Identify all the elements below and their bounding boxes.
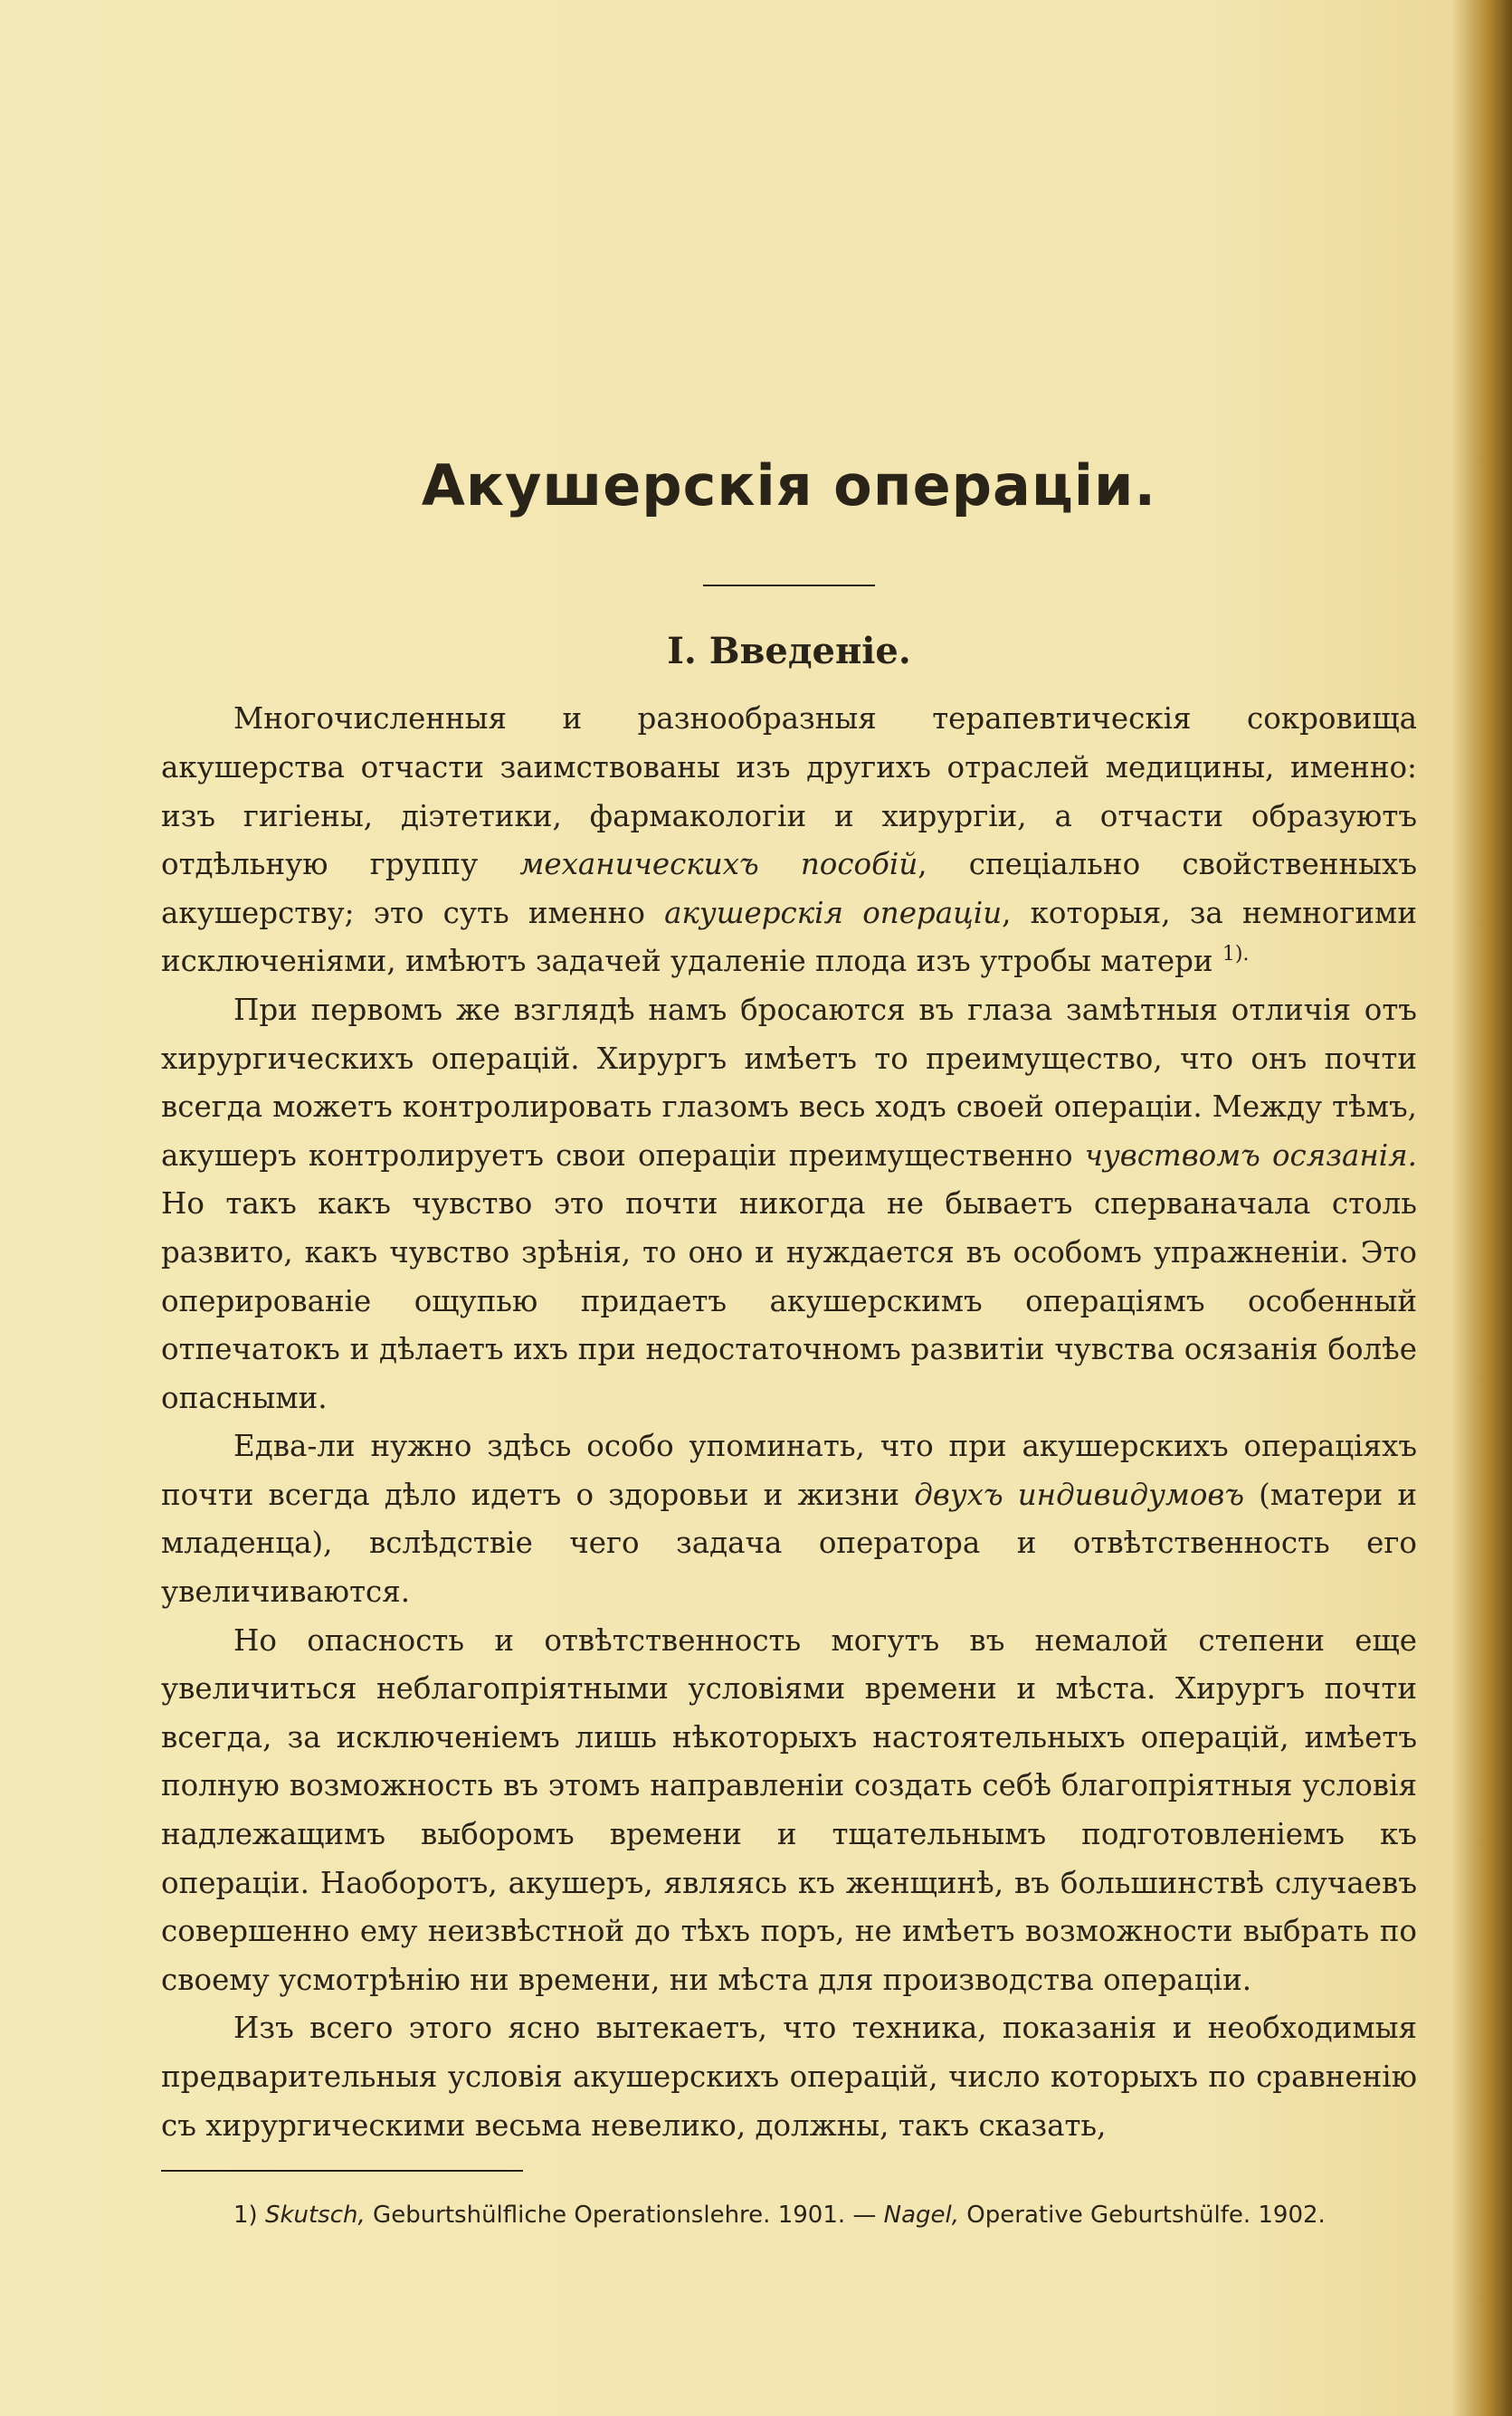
body-text [161, 695, 1417, 2150]
section-number: I. [667, 630, 697, 673]
footnote-text: Geburtshülfliche Operationslehre. 1901. — [365, 2202, 884, 2230]
footnote-author: Nagel, [883, 2202, 960, 2230]
footnote-reference: 1). [1222, 943, 1250, 966]
italic-term: механическихъ пособій [519, 847, 918, 882]
text-run: Но опасность и отвѣтственность могутъ въ немалой степени еще увеличиться неблагопріятными условіями времени и мѣста. Хирургъ почти всегда, за исключеніемъ лишь нѣкоторыхъ настоятельныхъ операцій, имѣетъ полную возможность въ этомъ направленіи создать себѣ благопріятныя условія надлежащимъ выборомъ времени и тщательнымъ подготовленіемъ къ операціи. Наоборотъ, акушеръ, являясь къ женщинѣ, въ большинствѣ случаевъ совершенно ему неизвѣстной до тѣхъ поръ, не имѣетъ возможности выбрать по своему усмотрѣнію ни времени, ни мѣста для производства операціи. [161, 1622, 1417, 1997]
text-run: , спеціально свойственныхъ акушерству; это суть именно [161, 847, 1417, 930]
italic-term: акушерскія операціи [664, 895, 1003, 930]
text-run: При первомъ же взглядѣ намъ бросаются въ глаза замѣтныя отличія отъ хирургическихъ операцій. Хирургъ имѣетъ то преимущество, что онъ почти всегда можетъ контролировать глазомъ весь ходъ своей операціи. Между тѣмъ, акушеръ контролируетъ свои операціи преимущественно [161, 992, 1417, 1173]
page-content [161, 452, 1417, 2233]
title-divider [703, 585, 875, 586]
section-heading [161, 630, 1417, 673]
paragraph-4 [161, 1617, 1417, 2005]
section-title: Введеніе. [708, 630, 911, 673]
text-run: Изъ всего этого ясно вытекаетъ, что техника, показанія и необходимыя предварительныя условія акушерскихъ операцій, число которыхъ по сравненію съ хирургическими весьма невелико, должны, такъ сказать, [161, 2011, 1417, 2143]
paragraph-5 [161, 2004, 1417, 2150]
footnote [161, 2197, 1417, 2233]
paragraph-1 [161, 695, 1417, 986]
text-run: , которыя, за немногими исключеніями, имѣютъ задачей удаленіе плода изъ утробы матери [161, 895, 1417, 979]
footnote-marker: 1) [233, 2202, 258, 2230]
footnote-divider [161, 2170, 523, 2172]
paragraph-2 [161, 986, 1417, 1422]
text-run: Едва-ли нужно здѣсь особо упоминать, что при акушерскихъ операціяхъ почти всегда дѣло идетъ о здоровьи и жизни [161, 1429, 1417, 1512]
text-run: Многочисленныя и разнообразныя терапевтическія сокровища акушерства отчасти заимствованы изъ другихъ отраслей медицины, именно: изъ гигіены, діэтетики, фармакологіи и хирургіи, а отчасти образуютъ отдѣльную группу [161, 701, 1417, 882]
paragraph-3 [161, 1422, 1417, 1616]
text-run: (матери и младенца), вслѣдствіе чего задача оператора и отвѣтственность его увеличиваются. [161, 1477, 1417, 1610]
italic-term: двухъ индивидумовъ [914, 1477, 1245, 1512]
footnote-author: Skutsch, [264, 2202, 366, 2230]
italic-term: чувствомъ осязанія. [1084, 1137, 1417, 1173]
text-run: Но такъ какъ чувство это почти никогда не бываетъ сперваначала столь развито, какъ чувство зрѣнія, то оно и нуждается въ особомъ упражненіи. Это оперированіе ощупью придаетъ акушерскимъ операціямъ особенный отпечатокъ и дѣлаетъ ихъ при недостаточномъ развитіи чувства осязанія болѣе опасными. [161, 1186, 1417, 1415]
footnote-text: Operative Geburtshülfe. 1902. [959, 2202, 1326, 2230]
page-title: Акушерскія операціи. [421, 452, 1157, 518]
